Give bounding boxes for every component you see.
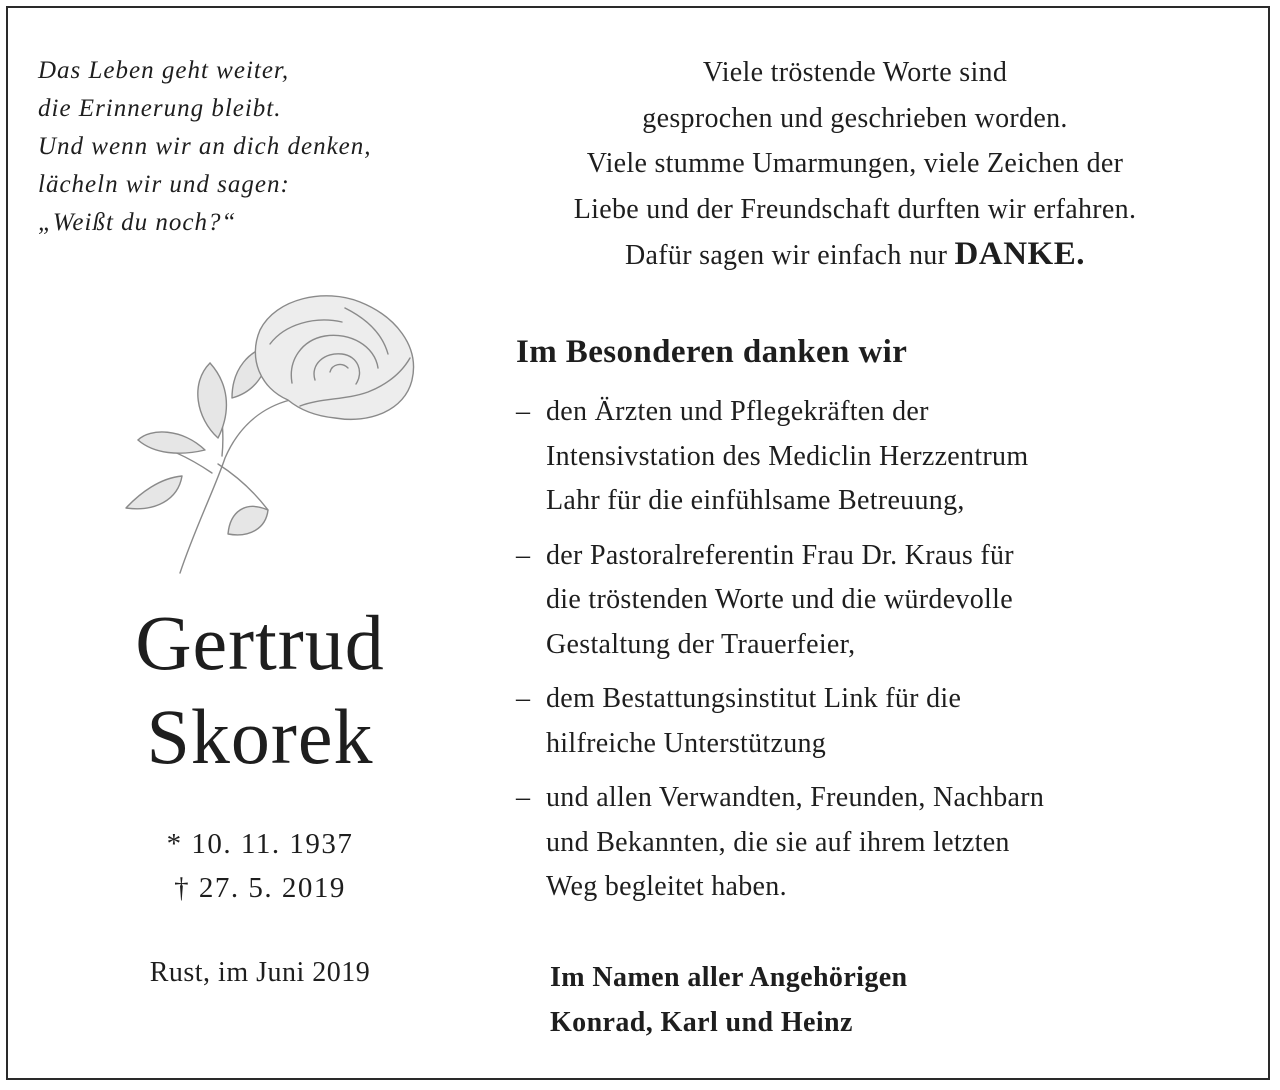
poem <box>38 52 478 242</box>
poem-line: die Erinnerung bleibt. <box>38 95 282 122</box>
danke-emphasis: DANKE. <box>954 236 1085 272</box>
list-item-line: dem Bestattungsinstitut Link für die <box>546 683 962 714</box>
thanks-message <box>470 50 1240 279</box>
list-item-line: Intensivstation des Mediclin Herzzentrum <box>546 440 1029 472</box>
poem-line: Und wenn wir an dich denken, <box>38 133 372 160</box>
thanks-line: Liebe und der Freundschaft durften wir erfahren. <box>573 193 1137 225</box>
place-date: Rust, im Juni 2019 <box>149 957 371 988</box>
first-name: Gertrud <box>135 599 385 686</box>
life-dates <box>40 822 480 910</box>
list-item-line: und Bekannten, die sie auf ihrem letzten <box>546 826 1010 858</box>
thanks-last-line <box>470 232 1240 279</box>
signoff-names: Konrad, Karl und Heinz <box>550 1007 853 1038</box>
poem-line: lächeln wir und sagen: <box>38 171 290 198</box>
list-item <box>516 534 1256 668</box>
list-item <box>516 677 1256 766</box>
list-item-line: Lahr für die einfühlsame Betreuung, <box>546 485 965 516</box>
deceased-name <box>40 596 480 784</box>
list-item <box>516 776 1256 910</box>
special-thanks-list <box>516 390 1256 920</box>
poem-line: Das Leben geht weiter, <box>38 57 290 84</box>
list-item-line: Weg begleitet haben. <box>546 871 787 902</box>
list-item-line: hilfreiche Unterstützung <box>546 727 827 759</box>
last-name: Skorek <box>146 693 374 780</box>
thanks-line: Viele stumme Umarmungen, viele Zeichen der <box>586 148 1124 179</box>
thanks-line: gesprochen und geschrieben worden. <box>642 102 1068 134</box>
poem-line: „Weißt du noch?“ <box>38 209 237 236</box>
list-item-line: den Ärzten und Pflegekräften der <box>546 396 929 427</box>
thanks-line: Viele tröstende Worte sind <box>702 57 1008 88</box>
list-dash: – <box>516 683 531 714</box>
list-item-line: der Pastoralreferentin Frau Dr. Kraus für <box>546 539 1014 571</box>
list-dash: – <box>516 396 531 427</box>
list-item <box>516 390 1256 524</box>
thanks-last-line-text: Dafür sagen wir einfach nur <box>625 240 948 271</box>
birth-date: * 10. 11. 1937 <box>166 828 354 860</box>
list-dash: – <box>516 782 531 813</box>
list-item-line: Gestaltung der Trauerfeier, <box>546 628 856 660</box>
rose-icon <box>120 288 430 588</box>
special-thanks-heading: Im Besonderen danken wir <box>516 334 908 370</box>
death-date: † 27. 5. 2019 <box>174 872 346 904</box>
list-item-line: und allen Verwandten, Freunden, Nachbarn <box>546 782 1045 813</box>
list-item-line: die tröstenden Worte und die würdevolle <box>546 584 1013 615</box>
signoff <box>550 955 908 1045</box>
list-dash: – <box>516 539 531 571</box>
signoff-line: Im Namen aller Angehörigen <box>550 962 908 993</box>
